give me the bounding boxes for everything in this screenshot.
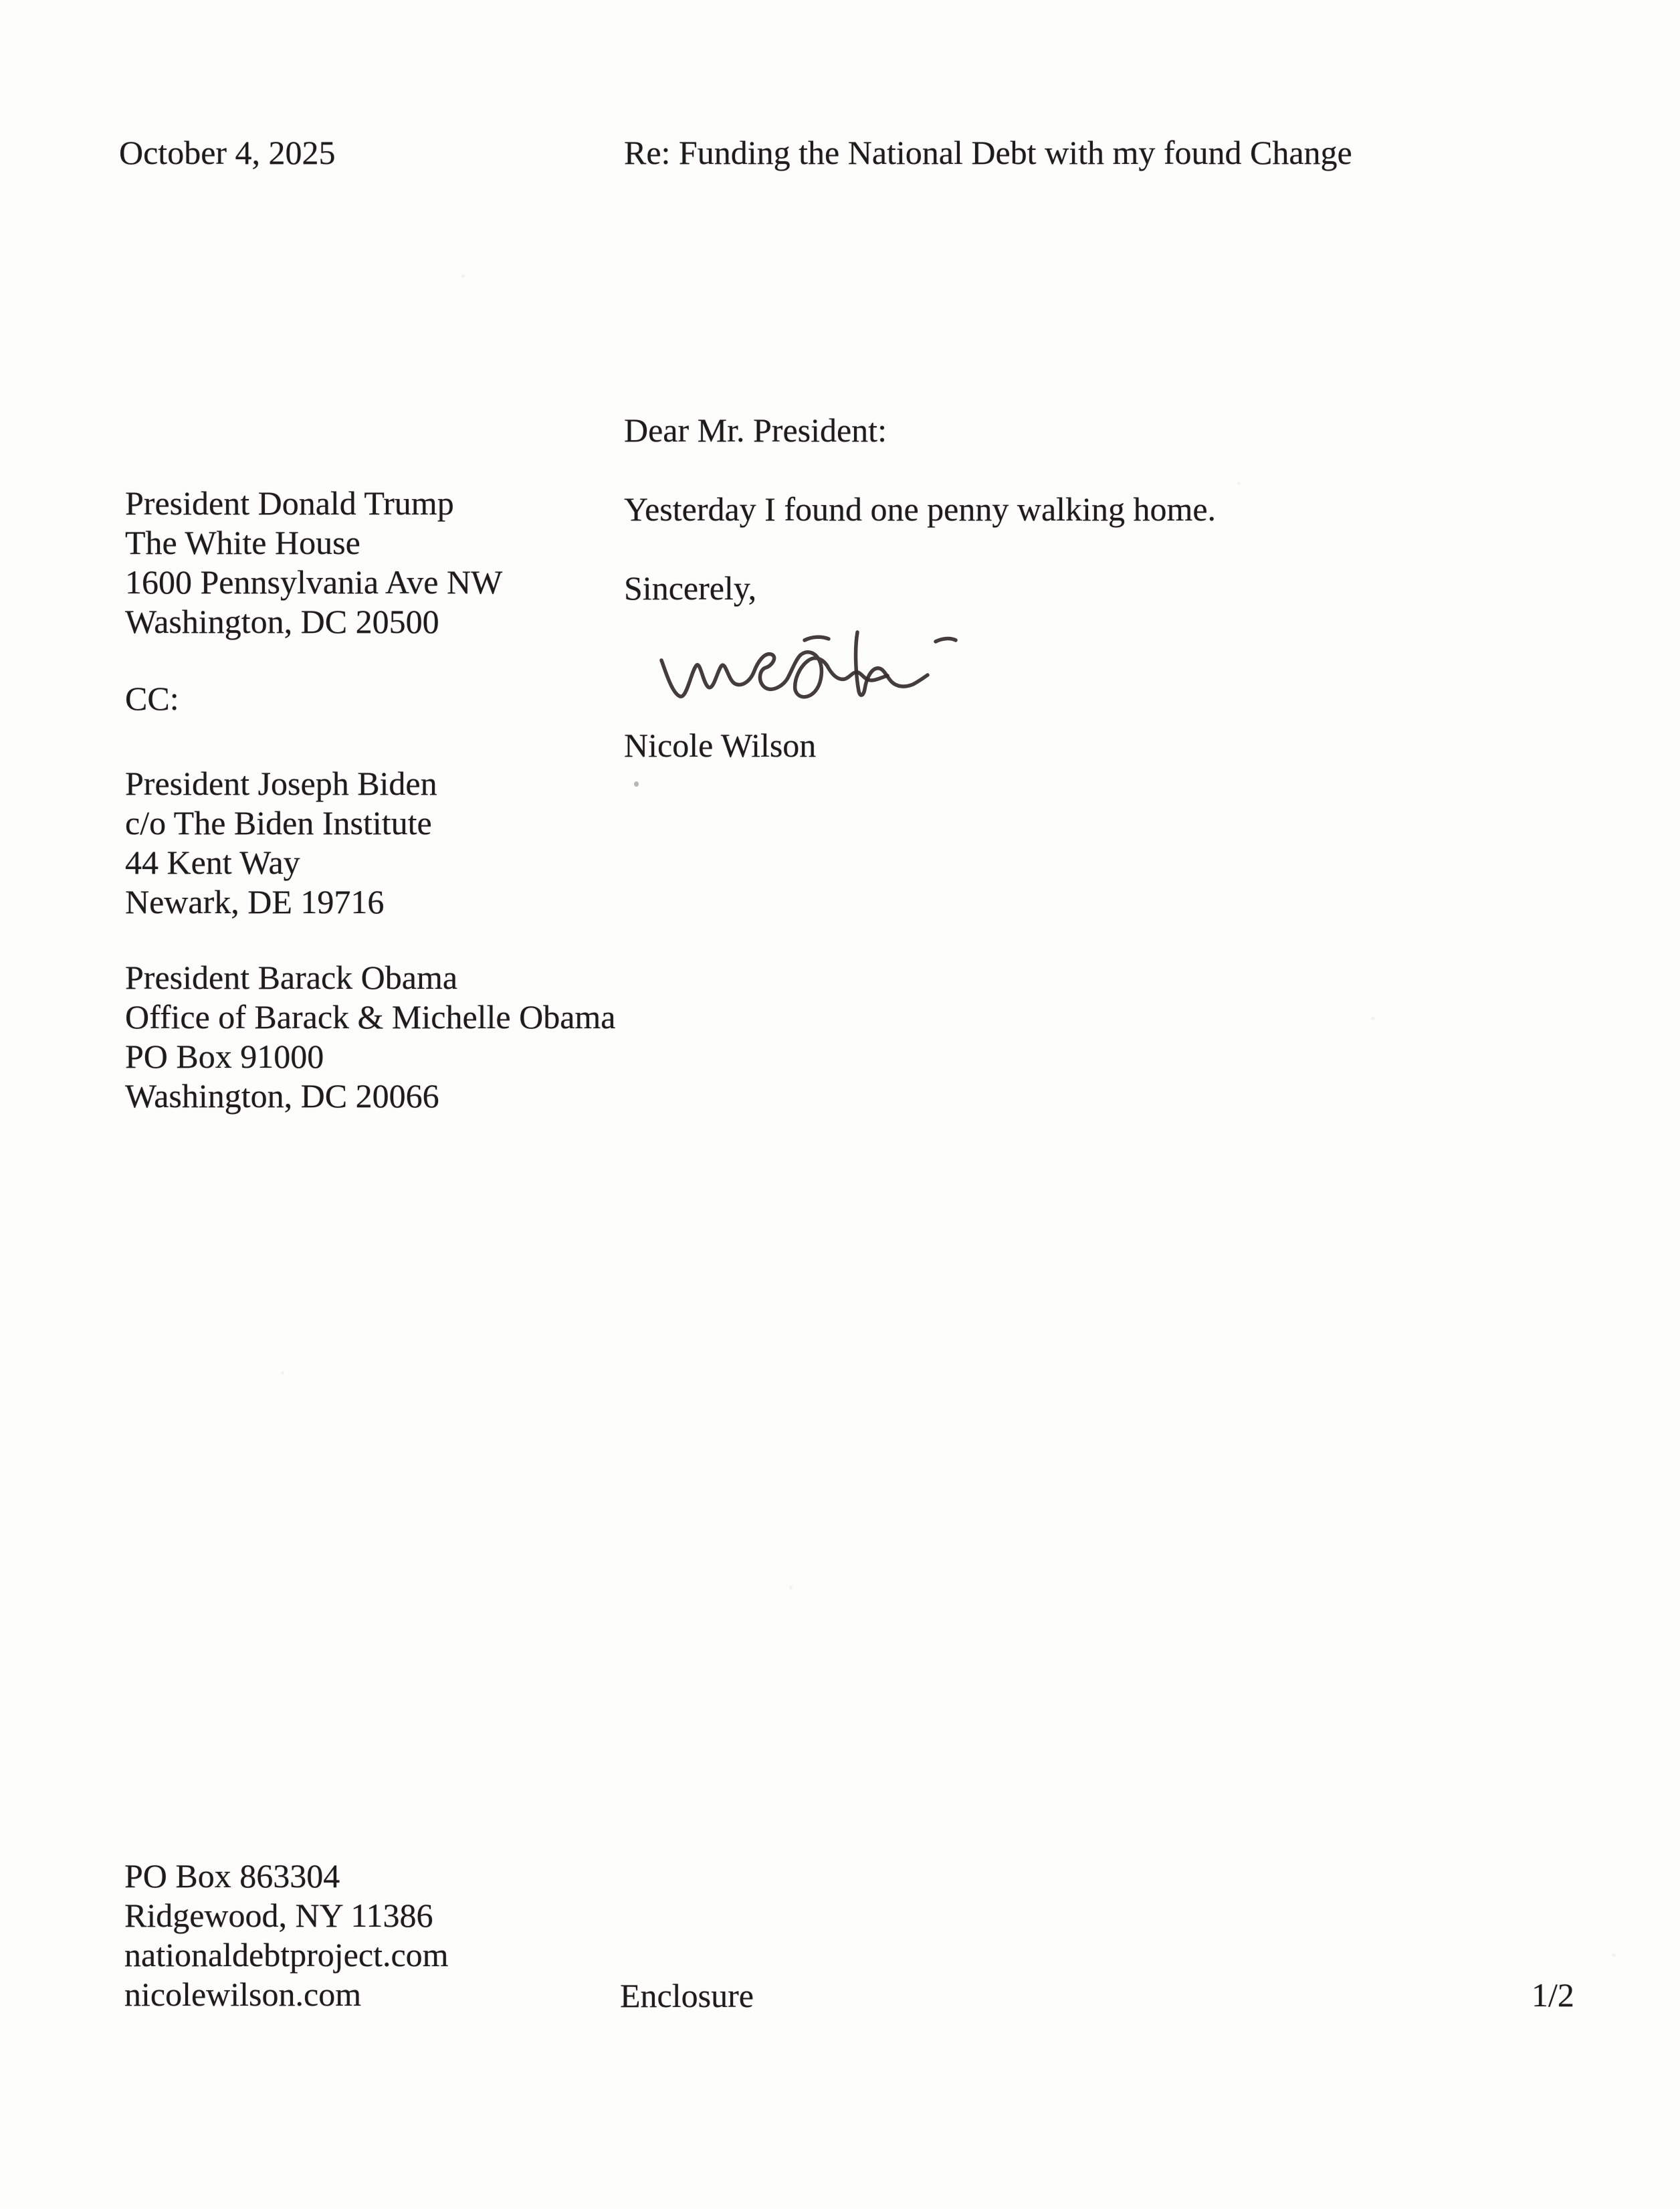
scan-speck — [1371, 1017, 1375, 1020]
sender-address — [124, 1856, 449, 2014]
address-line: President Barack Obama — [125, 959, 458, 996]
address-line: Washington, DC 20500 — [125, 603, 439, 640]
address-line: Office of Barack & Michelle Obama — [125, 998, 616, 1036]
scan-speck — [281, 1371, 284, 1375]
scan-speck — [789, 1586, 793, 1590]
address-line: PO Box 863304 — [124, 1857, 340, 1895]
letter-date: October 4, 2025 — [119, 134, 336, 171]
closing: Sincerely, — [624, 569, 757, 607]
scan-speck — [1237, 482, 1241, 485]
address-line: The White House — [125, 524, 360, 561]
scan-speck — [461, 274, 465, 278]
address-line: President Donald Trump — [125, 484, 454, 522]
subject-line: Re: Funding the National Debt with my found Change — [624, 134, 1352, 171]
scan-speck — [634, 781, 639, 787]
address-line: 44 Kent Way — [125, 844, 300, 881]
address-line: c/o The Biden Institute — [125, 804, 432, 842]
scan-speck — [1612, 1953, 1616, 1957]
signature-name: Nicole Wilson — [624, 727, 817, 764]
address-line: 1600 Pennsylvania Ave NW — [125, 563, 503, 601]
cc-address-obama — [125, 958, 616, 1116]
address-line: Washington, DC 20066 — [125, 1077, 439, 1115]
body-line: Yesterday I found one penny walking home. — [624, 490, 1217, 528]
cc-address-biden — [125, 764, 437, 922]
address-line: President Joseph Biden — [125, 765, 437, 802]
cc-label: CC: — [125, 680, 179, 717]
recipient-address — [125, 484, 502, 642]
address-line: nicolewilson.com — [124, 1976, 362, 2013]
address-line: Ridgewood, NY 11386 — [124, 1897, 433, 1934]
salutation: Dear Mr. President: — [624, 411, 887, 449]
signature-scribble — [652, 619, 966, 712]
address-line: PO Box 91000 — [125, 1038, 324, 1075]
page-number: 1/2 — [1532, 1976, 1574, 2014]
address-line: Newark, DE 19716 — [125, 883, 385, 921]
enclosure-note: Enclosure — [620, 1977, 754, 2014]
address-line: nationaldebtproject.com — [124, 1936, 449, 1974]
